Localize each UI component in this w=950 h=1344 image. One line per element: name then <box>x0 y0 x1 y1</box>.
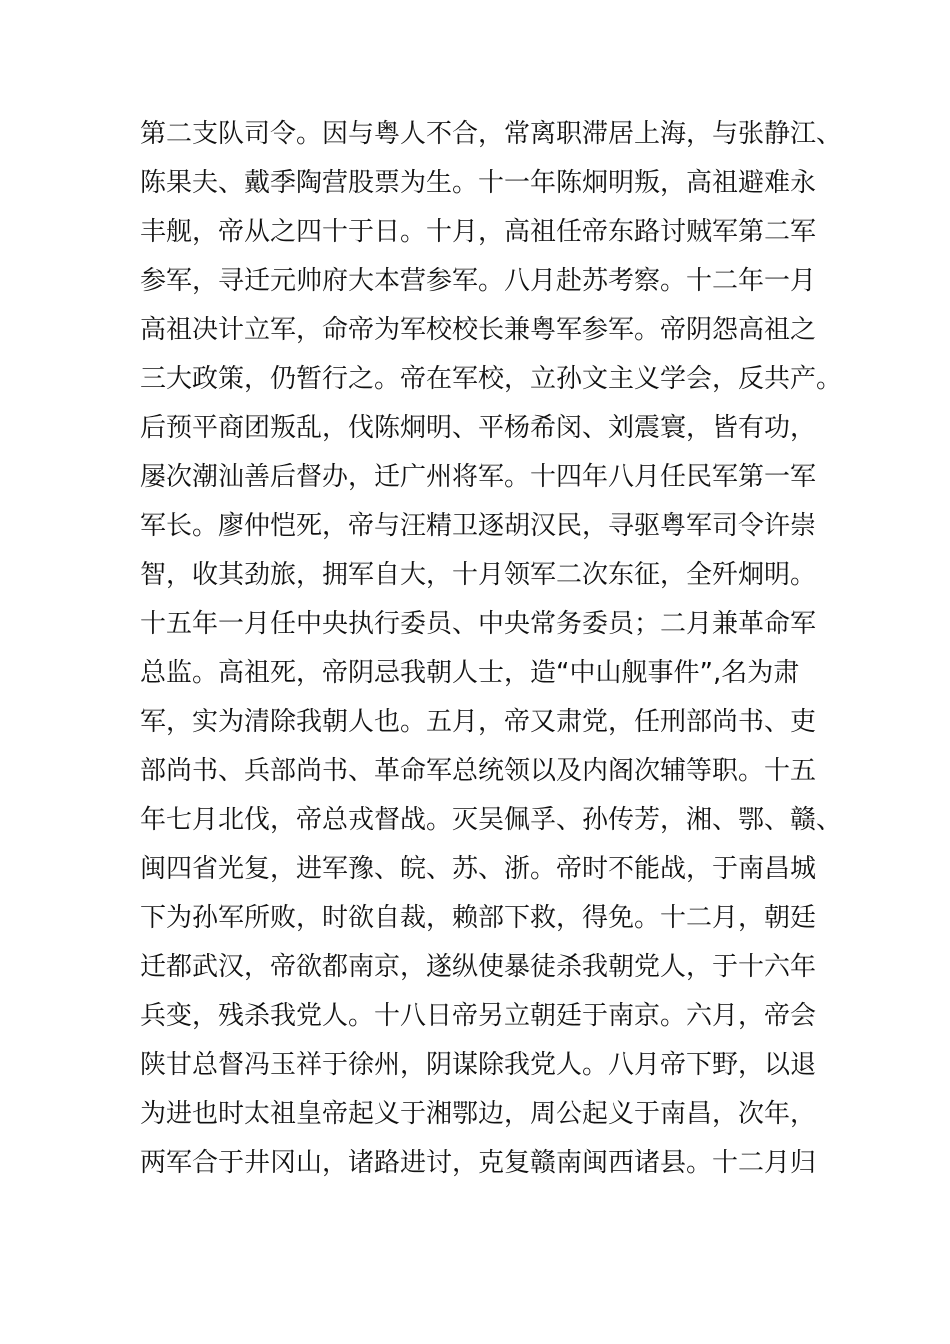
text-line: 三大政策，仍暂行之。帝在军校，立孙文主义学会，反共产。 <box>140 364 843 394</box>
text-line: 总监。高祖死，帝阴忌我朝人士，造“中山舰事件”,名为肃 <box>140 658 800 688</box>
text-line: 年七月北伐，帝总戎督战。灭吴佩孚、孙传芳，湘、鄂、赣、 <box>140 805 843 835</box>
text-line: 两军合于井冈山，诸路进讨，克复赣南闽西诸县。十二月归 <box>140 1148 817 1178</box>
text-line: 陈果夫、戴季陶营股票为生。十一年陈炯明叛，高祖避难永 <box>140 168 817 198</box>
text-line: 部尚书、兵部尚书、革命军总统领以及内阁次辅等职。十五 <box>140 756 817 786</box>
text-line: 第二支队司令。因与粤人不合，常离职滞居上海，与张静江、 <box>140 119 843 149</box>
text-line: 军长。廖仲恺死，帝与汪精卫逐胡汉民，寻驱粤军司令许崇 <box>140 511 817 541</box>
text-line: 闽四省光复，进军豫、皖、苏、浙。帝时不能战，于南昌城 <box>140 854 817 884</box>
body-text <box>140 110 843 1188</box>
text-line: 为进也时太祖皇帝起义于湘鄂边，周公起义于南昌，次年， <box>140 1099 817 1129</box>
text-line: 兵变，残杀我党人。十八日帝另立朝廷于南京。六月，帝会 <box>140 1001 817 1031</box>
text-line: 陕甘总督冯玉祥于徐州，阴谋除我党人。八月帝下野，以退 <box>140 1050 817 1080</box>
text-line: 屡次潮汕善后督办，迁广州将军。十四年八月任民军第一军 <box>140 462 817 492</box>
text-line: 后预平商团叛乱，伐陈炯明、平杨希闵、刘震寰，皆有功， <box>140 413 817 443</box>
text-line: 高祖决计立军，命帝为军校校长兼粤军参军。帝阴怨高祖之 <box>140 315 817 345</box>
text-line: 迁都武汉，帝欲都南京，遂纵使暴徒杀我朝党人，于十六年 <box>140 952 817 982</box>
text-line: 下为孙军所败，时欲自裁，赖部下救，得免。十二月，朝廷 <box>140 903 817 933</box>
text-line: 丰舰，帝从之四十于日。十月，高祖任帝东路讨贼军第二军 <box>140 217 817 247</box>
text-line: 智，收其劲旅，拥军自大，十月领军二次东征，全歼炯明。 <box>140 560 817 590</box>
text-line: 十五年一月任中央执行委员、中央常务委员；二月兼革命军 <box>140 609 817 639</box>
text-line: 军，实为清除我朝人也。五月，帝又肃党，任刑部尚书、吏 <box>140 707 817 737</box>
text-line: 参军，寻迁元帅府大本营参军。八月赴苏考察。十二年一月 <box>140 266 817 296</box>
